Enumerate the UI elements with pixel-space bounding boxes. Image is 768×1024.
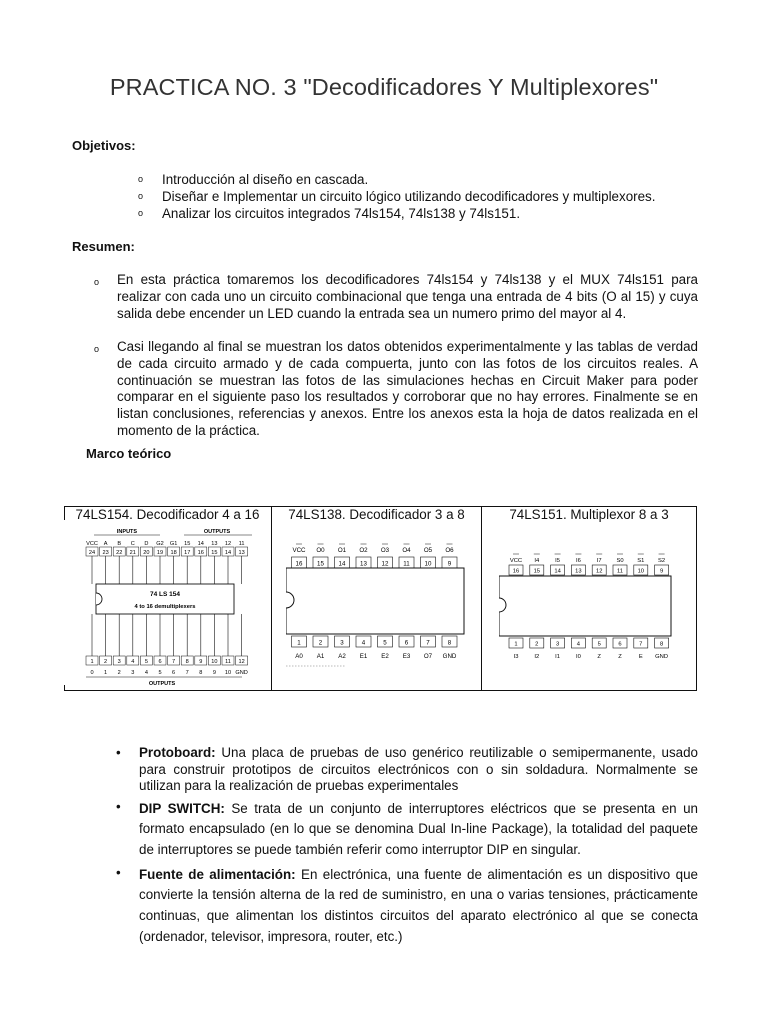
ic-diagram-74ls154 xyxy=(72,526,262,689)
pin-label: S1 xyxy=(637,558,645,564)
pin-label: 0 xyxy=(90,670,94,676)
pin-number: 1 xyxy=(90,659,94,665)
pin-number: 2 xyxy=(318,639,323,647)
pin-label: S2 xyxy=(658,558,666,564)
page-title: PRACTICA NO. 3 "Decodificadores Y Multiplexores" xyxy=(109,74,659,100)
outputs-label: OUTPUTS xyxy=(203,529,231,535)
pin-number: 14 xyxy=(224,550,232,556)
pin-label: B xyxy=(117,541,122,547)
pin-number: 11 xyxy=(403,560,410,568)
pin-number: 8 xyxy=(185,659,189,665)
circle-bullet: o xyxy=(94,344,100,354)
ic-diagram-74ls151 xyxy=(499,552,675,664)
pin-number: 15 xyxy=(533,568,541,575)
list-item: o Analizar los circuitos integrados 74ls154, 74ls138 y 74ls151. xyxy=(138,206,521,221)
pin-number: 4 xyxy=(361,639,366,647)
pin-label: A xyxy=(103,541,108,547)
list-item: • Protoboard: Una placa de pruebas de uso genérico reutilizable o semipermanente, usado para construir prototipos de circuitos electrónicos con o sin soldadura. Normalmente se utilizan para la realización de pruebas experimentales xyxy=(116,745,698,793)
pin-number: 12 xyxy=(381,560,389,568)
pin-label: 15 xyxy=(184,541,191,547)
pin-label: A1 xyxy=(316,653,325,660)
pin-number: 5 xyxy=(597,641,601,648)
pin-label: 8 xyxy=(199,670,203,676)
pin-number: 3 xyxy=(555,641,560,648)
pin-label: GND xyxy=(235,670,248,676)
pin-label: 9 xyxy=(212,670,216,676)
pin-number: 15 xyxy=(211,550,218,556)
pin-number: 10 xyxy=(637,568,645,575)
objetivos-list xyxy=(138,171,655,222)
pin-label: 3 xyxy=(131,670,135,676)
pin-number: 1 xyxy=(297,639,301,647)
pin-number: 17 xyxy=(184,550,191,556)
pin-number: 20 xyxy=(143,550,150,556)
pin-label: I6 xyxy=(575,558,581,564)
pin-number: 11 xyxy=(616,568,624,575)
pin-label: E1 xyxy=(359,653,368,660)
pin-label: S0 xyxy=(616,558,624,564)
pin-number: 16 xyxy=(295,560,303,568)
chip-name: 74 LS 154 xyxy=(150,591,180,598)
objetivos-heading: Objetivos: xyxy=(72,138,136,153)
pin-label: I1 xyxy=(555,654,561,660)
pin-label: 14 xyxy=(197,541,204,547)
list-item: • DIP SWITCH: Se trata de un conjunto de interruptores eléctricos que se presenta en un formato encapsulado (en lo que se denomina Dual In-line Package), la totalidad del paquete de interruptores se puede también referir como interruptor DIP en singular. xyxy=(116,798,698,857)
pin-number: 2 xyxy=(535,641,539,648)
pin-number: 12 xyxy=(238,659,245,665)
pin-label: I4 xyxy=(534,558,540,564)
pin-label: A2 xyxy=(338,653,346,660)
resumen-paragraph: o En esta práctica tomaremos los decodificadores 74ls154 y 74ls138 y el MUX 74ls151 para realizar con cada uno un circuito combinacional que tenga una entrada de 4 bits (O al 15) y cuya salida debe encender un LED cuando la entrada sea un numero primo del mayor al 4. xyxy=(94,272,698,321)
bullet-dot: • xyxy=(116,798,121,814)
pin-label: VCC xyxy=(509,558,523,564)
chip-body xyxy=(499,576,671,636)
pin-label: I5 xyxy=(555,558,561,564)
pin-number: 18 xyxy=(170,550,177,556)
pin-number: 23 xyxy=(102,550,109,556)
pin-label: O3 xyxy=(380,547,390,554)
list-item: o Introducción al diseño en cascada. xyxy=(138,172,369,187)
pin-label: GND xyxy=(655,654,669,660)
pin-number: 6 xyxy=(618,641,622,648)
pin-label: O7 xyxy=(423,653,433,660)
pin-label: 12 xyxy=(224,541,232,547)
pin-label: O5 xyxy=(423,547,433,554)
pin-number: 16 xyxy=(512,568,520,575)
pin-label: O4 xyxy=(402,547,411,554)
pin-label: I3 xyxy=(513,654,519,660)
definitions-list xyxy=(116,745,698,951)
pin-number: 14 xyxy=(338,560,346,568)
pin-label: VCC xyxy=(86,541,98,547)
pin-label: 7 xyxy=(185,670,189,676)
pin-label: G1 xyxy=(169,541,178,547)
pin-label: 6 xyxy=(172,670,176,676)
list-item: o Diseñar e Implementar un circuito lógico utilizando decodificadores y multiplexores. xyxy=(138,189,656,204)
circle-bullet: o xyxy=(138,174,144,184)
pin-label: O6 xyxy=(445,547,454,554)
pin-number: 9 xyxy=(447,560,452,568)
pin-number: 10 xyxy=(211,659,218,665)
bullet-dot: • xyxy=(116,864,121,880)
pin-number: 9 xyxy=(199,659,203,665)
pin-number: 9 xyxy=(659,568,664,575)
pin-label: E xyxy=(638,654,643,660)
pin-number: 5 xyxy=(144,659,148,665)
pin-number: 7 xyxy=(172,659,176,665)
pin-label: I0 xyxy=(575,654,581,660)
ic-header-74ls138: 74LS138. Decodificador 3 a 8 xyxy=(288,507,465,522)
ic-header-74ls154: 74LS154. Decodificador 4 a 16 xyxy=(75,507,260,522)
chip-body xyxy=(286,568,464,634)
pin-label: Z xyxy=(597,654,601,660)
pin-label: E3 xyxy=(402,653,411,660)
pin-label: O0 xyxy=(316,547,325,554)
pin-label: I7 xyxy=(596,558,602,564)
ic-diagram-74ls138 xyxy=(286,540,466,680)
pin-number: 8 xyxy=(659,641,664,648)
pin-number: 13 xyxy=(360,560,367,568)
pin-number: 12 xyxy=(595,568,603,575)
marco-teorico-heading: Marco teórico xyxy=(86,446,172,461)
pin-number: 15 xyxy=(317,560,324,568)
outputs-label: OUTPUTS xyxy=(148,681,176,687)
pin-number: 5 xyxy=(383,639,387,647)
pin-label: Z xyxy=(618,654,622,660)
term: Protoboard: xyxy=(139,745,216,760)
pin-number: 13 xyxy=(575,568,582,575)
pin-number: 24 xyxy=(88,550,96,556)
circle-bullet: o xyxy=(138,208,144,218)
pin-label: 11 xyxy=(238,541,245,547)
pin-label: E2 xyxy=(381,653,389,660)
pin-number: 7 xyxy=(426,639,430,647)
pin-label: VCC xyxy=(292,547,306,554)
pin-number: 6 xyxy=(158,659,162,665)
pin-number: 6 xyxy=(404,639,409,647)
pin-number: 16 xyxy=(197,550,204,556)
pin-label: D xyxy=(144,541,149,547)
pin-label: 4 xyxy=(144,670,148,676)
pin-label: A0 xyxy=(295,653,303,660)
pin-number: 4 xyxy=(131,659,135,665)
pin-number: 21 xyxy=(129,550,136,556)
pin-number: 3 xyxy=(117,659,121,665)
pin-label: 1 xyxy=(104,670,108,676)
list-item: • Fuente de alimentación: En electrónica, una fuente de alimentación es un dispositivo que convierte la tensión alterna de la red de suministro, en una o varias tensiones, prácticamente continuas, que alimentan los distintos circuitos del aparato electrónico al que se conecta (ordenador, televisor, impresora, router, etc.) xyxy=(116,864,698,944)
pin-number: 8 xyxy=(447,639,452,647)
pin-label: 2 xyxy=(117,670,121,676)
pin-number: 7 xyxy=(639,641,643,648)
pin-number: 22 xyxy=(116,550,123,556)
term: DIP SWITCH: xyxy=(139,800,225,816)
resumen-heading: Resumen: xyxy=(72,239,135,254)
pin-number: 11 xyxy=(225,659,231,665)
bullet-dot: • xyxy=(116,745,121,760)
pin-label: C xyxy=(130,541,135,547)
pin-number: 14 xyxy=(554,568,561,575)
pin-number: 1 xyxy=(514,641,518,648)
term: Fuente de alimentación: xyxy=(139,866,296,882)
pin-number: 2 xyxy=(104,659,108,665)
pin-number: 4 xyxy=(576,641,581,648)
pin-label: GND xyxy=(442,653,457,660)
inputs-label: INPUTS xyxy=(116,529,138,535)
pin-number: 10 xyxy=(424,560,432,568)
pin-label: 5 xyxy=(158,670,162,676)
pin-label: I2 xyxy=(534,654,540,660)
pin-number: 3 xyxy=(340,639,344,647)
pin-label: O1 xyxy=(337,547,347,554)
pin-number: 13 xyxy=(238,550,245,556)
resumen-paragraph: o Casi llegando al final se muestran los datos obtenidos experimentalmente y las tablas de verdad de cada circuito armado y de cada compuerta, junto con las fotos de los circuitos reales. A continuación se muestran las fotos de las simulaciones hechas en Circuit Maker para poder comparar en el siguiente paso los resultados y corroborar que no hay errores. Finalmente se en listan conclusiones, referencias y anexos. Entre los anexos esta la hoja de datos realizada en el momento de la práctica. xyxy=(94,339,698,438)
pin-number: 19 xyxy=(156,550,164,556)
circle-bullet: o xyxy=(138,191,144,201)
pin-label: 13 xyxy=(211,541,218,547)
ic-header-74ls151: 74LS151. Multiplexor 8 a 3 xyxy=(509,507,669,522)
chip-subtitle: 4 to 16 demultiplexers xyxy=(134,604,196,610)
circle-bullet: o xyxy=(94,277,100,287)
pin-label: G2 xyxy=(156,541,164,547)
pin-label: O2 xyxy=(359,547,368,554)
pin-label: 10 xyxy=(224,670,232,676)
